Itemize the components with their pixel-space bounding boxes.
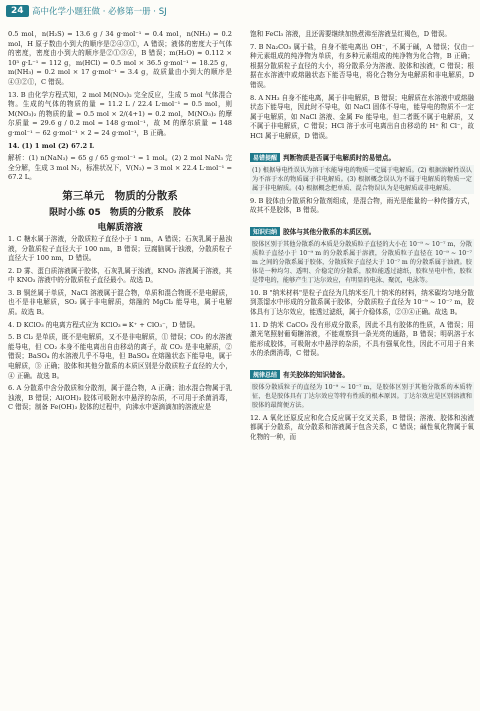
answer-12: 12. A 氧化还原反应和化合反应属于交叉关系，B 错误；溶液、胶体和浊液都属于分散系，故分散系和溶液属于包含关系，C 错误；碱性氧化物属于氧化物的一种，而 (250, 413, 474, 442)
lesson-subtitle: 电解质溶液 (97, 222, 143, 233)
tip-tag-summary: 规律总结 (250, 370, 280, 379)
answer-5: 5. B Cl₂ 是单质，既不是电解质，又不是非电解质，① 错误；CO₂ 的水溶液能导电，但 CO₂ 本身不能电离出自由移动的离子，故 CO₂ 是非电解质，② 错误；BaSO₄ 的水溶液几乎不导电，但 BaSO₄ 在熔融状态下能导电，属于电解质，③ 正确；胶体和其他分散系的本质区别是分散质粒子直径的大小，④ 正确。故选 B。 (8, 333, 232, 380)
lesson-title: 限时小练 05 物质的分散系 胶体 (49, 207, 191, 218)
unit-title: 第三单元 物质的分散系 (62, 189, 178, 202)
tip-title-knowledge: 胶体与其他分散系的本质区别。 (283, 227, 376, 236)
answer-1: 1. C 糖水属于溶液，分散质粒子直径小于 1 nm，A 错误；石灰乳属于悬浊液，分散质粒子直径大于 100 nm，B 错误；豆腐脑属于浊液，分散质粒子直径大于 100 nm，D 错误。 (8, 234, 232, 263)
page-number: 24 (6, 5, 29, 17)
right-column (250, 30, 474, 446)
answer-8: 8. A NH₃ 自身不能电离，属于非电解质，B 错误；电解质在水溶液中或熔融状态下能导电，因此时不导电，如 NaCl 固体不导电，能导电的物质不一定属于电解质，如 NaCl 溶液、金属 Fe 能导电，但二者既不属于电解质，又不属于非电解质，C 错误；HCl 溶于水可电离出自由移动的 H⁺ 和 Cl⁻，故 HCl 属于电解质，D 错误。 (250, 93, 474, 140)
tip-tag-knowledge: 知识归纳 (250, 227, 280, 236)
left-column (8, 30, 232, 416)
tip-box-error (250, 145, 474, 194)
tip-box-knowledge (250, 219, 474, 286)
tip-tag-error: 易错提醒 (250, 153, 280, 162)
tip-title-summary: 有关胶体的知识储备。 (283, 370, 349, 379)
answer-6-continued: 饱和 FeCl₃ 溶液，且还需要继续加热煮沸至溶液呈红褐色，D 错误。 (250, 30, 451, 38)
answer-7: 7. B Na₂CO₃ 属于盐，自身不能电离出 OH⁻，不属于碱，A 错误；仅由一种元素组成的纯净物为单质，有多种元素组成的纯净物为化合物，B 正确；根据分散质粒子直径的大小，将分散系分为溶液、胶体和浊液，C 错误；根据在水溶液中或熔融状态下能否导电，将化合物分为电解质和非电解质，D 错误。 (250, 42, 474, 89)
answer-4: 4. D KClO₃ 的电离方程式应为 KClO₃ ═ K⁺ + ClO₃⁻，D 错误。 (8, 320, 200, 329)
tip-body-error: (1) 根据导电性误认为溶于水能导电的物质一定属于电解质。(2) 根据溶解性误认为不溶于水的物质属于非电解质。(3) 根据概念误认为不属于电解质的物质一定属于非电解质。(4) 根据概念把单质、混合物误认为是电解质或非电解质。 (252, 166, 472, 192)
answer-10: 10. B "纳米材料"是粒子直径为几纳米至几十纳米的材料，纳米碳均匀地分散到蒸馏水中形成的分散系属于胶体，分散质粒子直径为 10⁻⁹ ~ 10⁻⁷ m，胶体具有丁达尔效应，能透过滤纸，属于介稳体系，②③④正确。故选 B。 (250, 288, 474, 316)
page-header (0, 0, 480, 24)
answer-13: 13. B 由化学方程式知，2 mol M(NO₃)₂ 完全反应，生成 5 mol 气体混合物。生成的气体的物质的量 = 11.2 L / 22.4 L·mol⁻¹ = 0.5 mol，则 M(NO₃)₂ 的物质的量 = 0.5 mol × 2/(4+1) = 0.2 mol，M(NO₃)₂ 的摩尔质量 = 29.6 g / 0.2 mol = 148 g·mol⁻¹，故 M 的摩尔质量 = 148 g·mol⁻¹ − 62 g·mol⁻¹ × 2 = 24 g·mol⁻¹，B 正确。 (8, 90, 232, 137)
tip-title-error: 判断物质是否属于电解质时的易错点。 (283, 153, 396, 162)
answer-14: 14. (1) 1 mol (2) 67.2 L (8, 141, 95, 150)
answer-9: 9. B 胶体由分散质和分散剂组成，是混合物，雨光是能量的一种传播方式，故其不是胶体，B 错误。 (250, 196, 474, 215)
tip-body-knowledge: 胶体区别于其他分散系的本质是分散质粒子直径的大小在 10⁻⁹ ~ 10⁻⁷ m，分散质粒子直径小于 10⁻⁹ m 的分散系属于溶液，分散质粒子直径在 10⁻⁹ ~ 10⁻⁷ m 之间的分散系属于胶体，分散质粒子直径大于 10⁻⁷ m 的分散系属于浊液。胶体是一种均匀、透明、介稳定的分散系，胶粒能透过滤纸，胶粒呈电中性，胶粒是带电的，能够产生丁达尔效应，有明显的电泳、聚沉，电泳等。 (252, 240, 472, 284)
tip-body-summary: 胶体分散质粒子的直径为 10⁻⁹ ~ 10⁻⁷ m，是胶体区别于其他分散系的本质特征，也是胶体具有丁达尔效应等特有性质的根本原因。丁达尔效应是区别溶液和胶体的最简便方法。 (252, 383, 472, 409)
answer-2: 2. D 雾、蛋白质溶液属于胶体，石灰乳属于浊液，KNO₃ 溶液属于溶液，其中 KNO₃ 溶液中的分散质粒子直径最小。故选 D。 (8, 266, 232, 285)
answer-6: 6. A 分散系中含分散质和分散剂，属于混合物，A 正确；油水混合物属于乳浊液，B 错误；Al(OH)₃ 胶体可吸附水中悬浮的杂质，不可用于杀菌消毒，C 错误；制备 Fe(OH)₃ 胶体的过程中，向沸水中逐滴滴加的溶液应是 (8, 384, 232, 412)
answer-14-explanation: 解析：(1) n(NaN₃) = 65 g / 65 g·mol⁻¹ = 1 mol。(2) 2 mol NaN₃ 完全分解，生成 3 mol N₂，标准状况下，V(N₂) = 3 mol × 22.4 L·mol⁻¹ = 67.2 L。 (8, 154, 232, 182)
tip-box-summary (250, 362, 474, 411)
book-title: 高中化学小题狂做 · 必修第一册 · SJ (32, 7, 167, 17)
answer-11: 11. D 纳米 CaCO₃ 没有形成分散系，因此不具有胶体的性质，A 错误；用激光笔照射葡萄糖溶液，不能观察到一条光亮的通路，B 错误；明矾溶于水能形成胶体，可吸附水中悬浮的杂质，不具有强氧化性，因此不可用于自来水的杀菌消毒，C 错误。 (250, 320, 474, 358)
answer-3: 3. B 铜丝属于单质，NaCl 溶液属于混合物，单质和混合物既不是电解质，也不是非电解质，SO₂ 属于非电解质，熔融的 MgCl₂ 能导电，属于电解质。故选 B。 (8, 288, 232, 317)
answer-12-continued: 0.5 mol，n(H₂S) = 13.6 g / 34 g·mol⁻¹ = 0.4 mol，n(NH₃) = 0.2 mol，H 原子数由小到大的顺序是②④③①，A 错误；液体的密度大于气体的密度，密度由小到大的顺序是②①③④，B 错误；m(H₂O) ≈ 0.112 × 10³ g·L⁻¹ = 112 g，m(HCl) = 0.5 mol × 36.5 g·mol⁻¹ = 18.25 g，m(NH₃) = 0.2 mol × 17 g·mol⁻¹ = 3.4 g，故质量由小到大的顺序是④③②①，C 错误。 (8, 30, 232, 86)
